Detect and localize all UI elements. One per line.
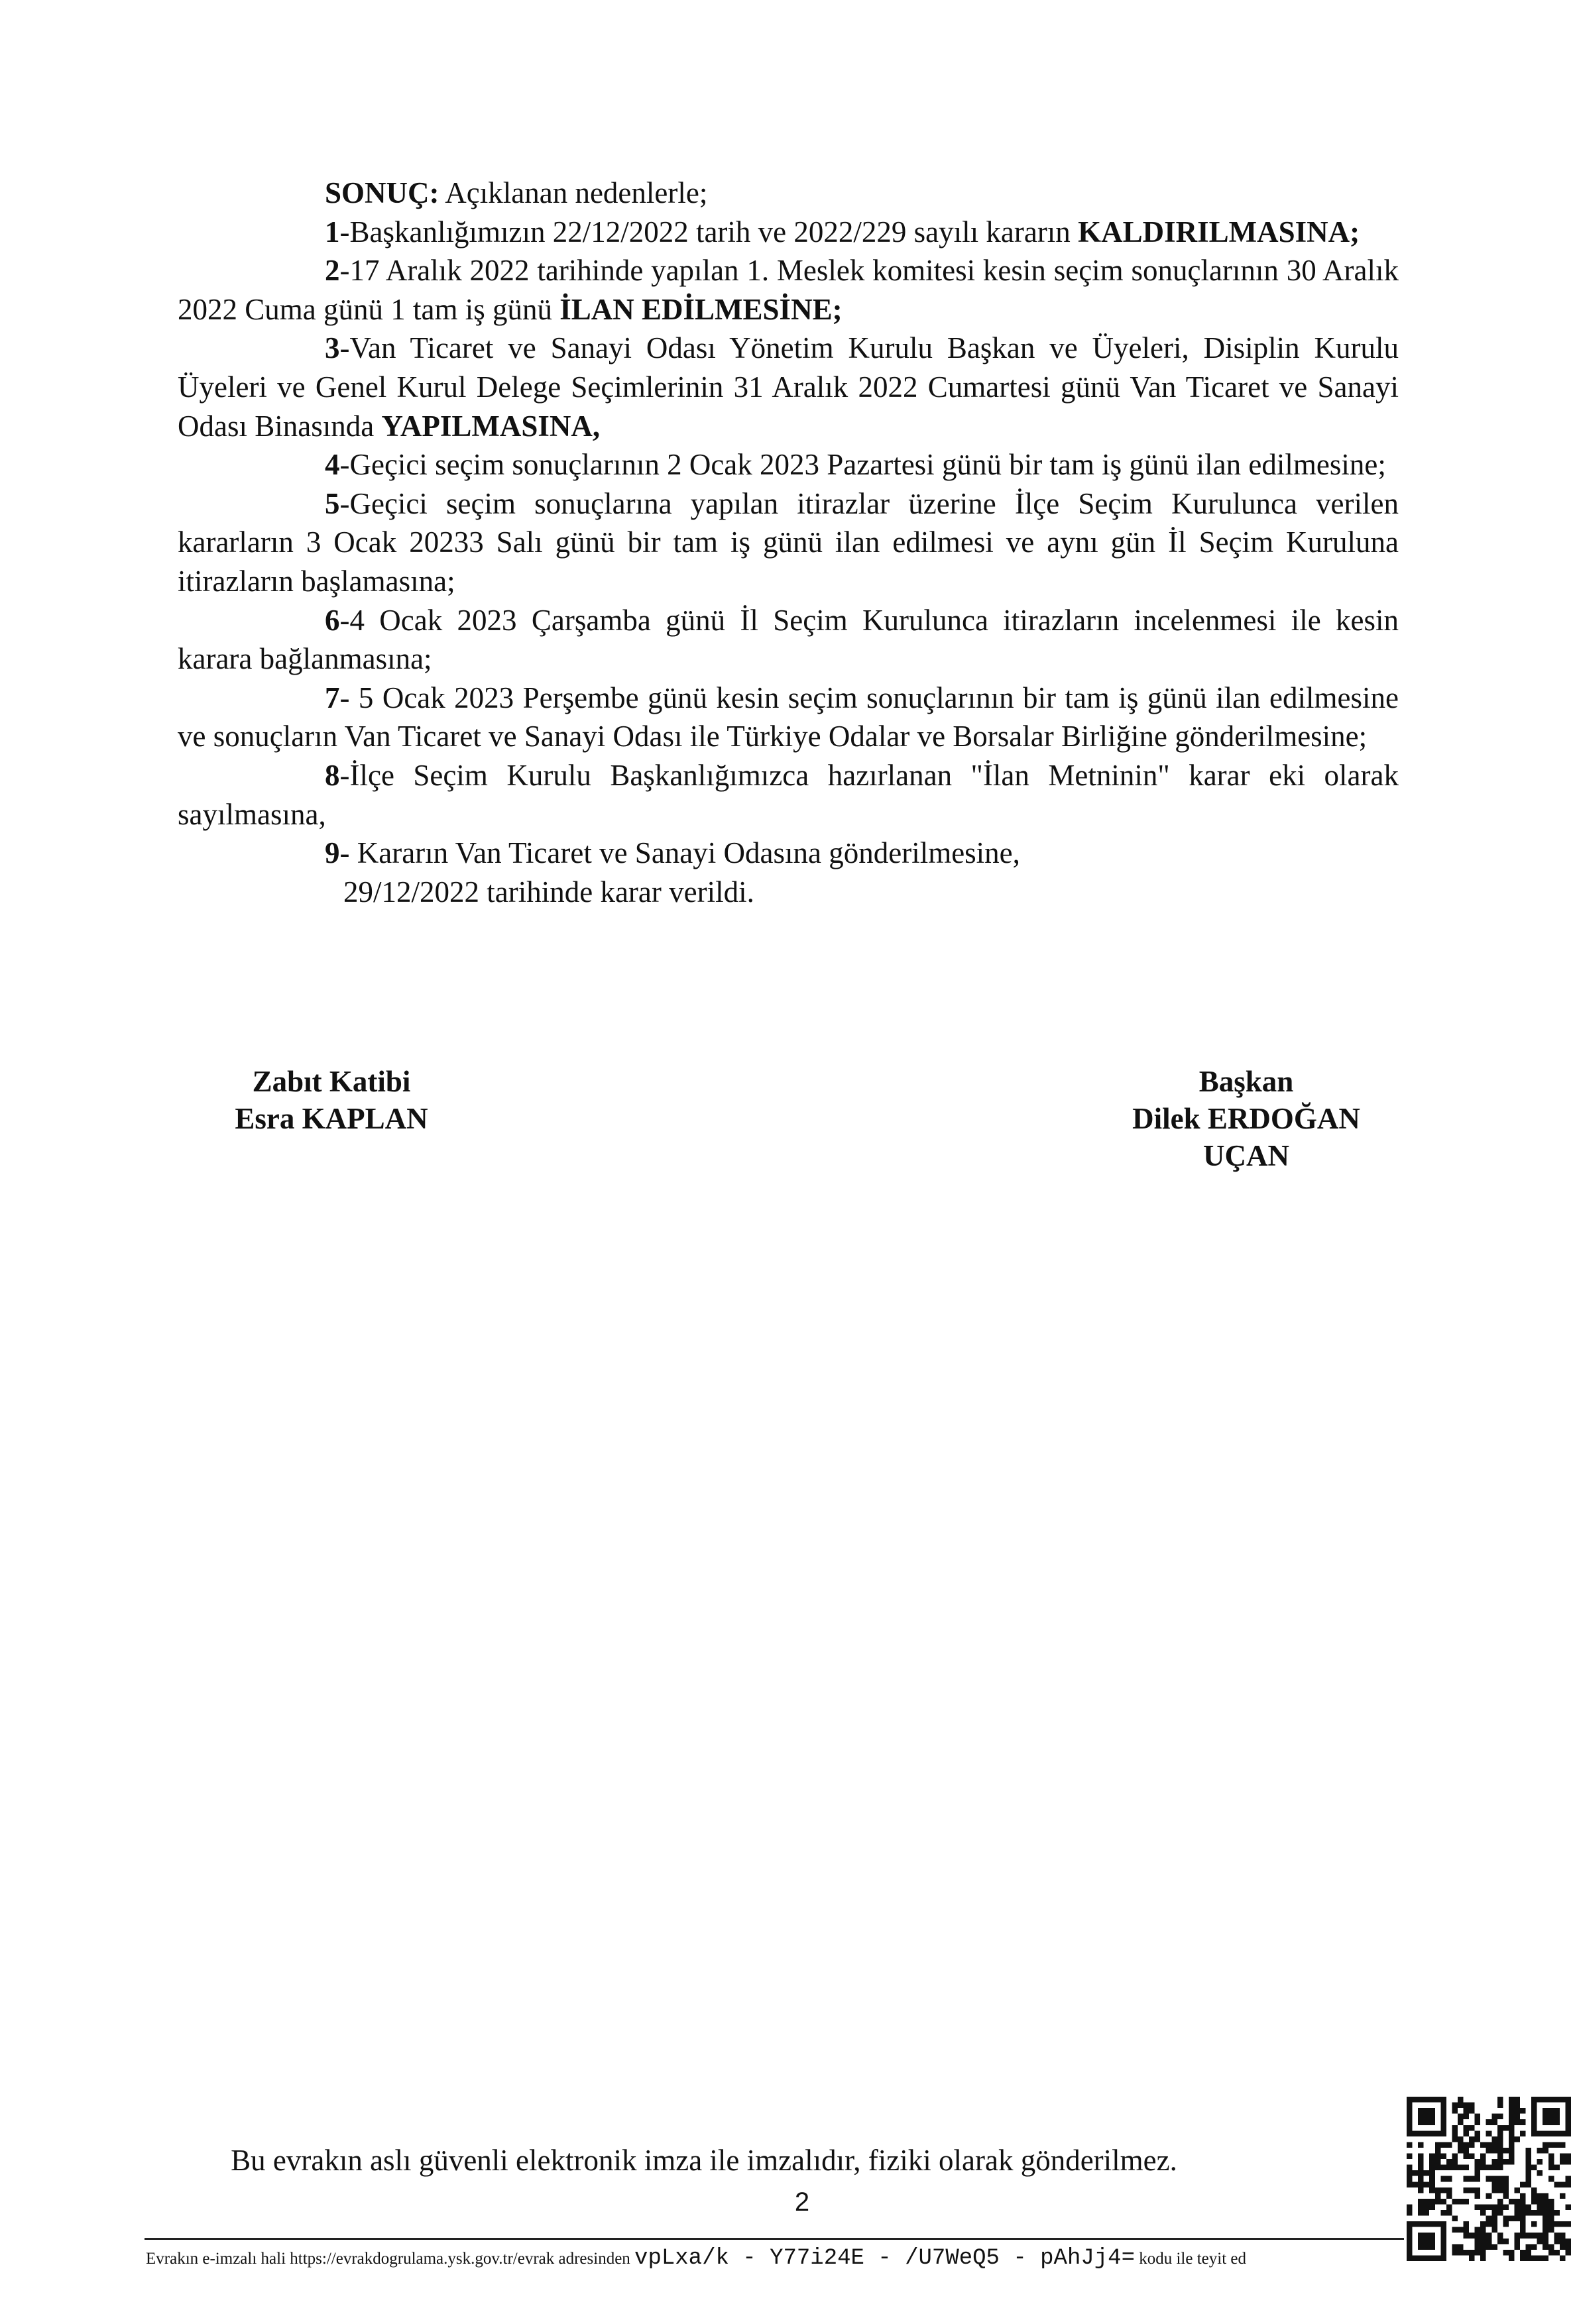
closing-line: 29/12/2022 tarihinde karar verildi. bbox=[343, 875, 754, 909]
chair-name-line1: Dilek ERDOĞAN bbox=[1132, 1102, 1360, 1135]
decision-paragraph bbox=[178, 484, 1399, 601]
bold-segment: 9 bbox=[325, 836, 340, 870]
scan-artifact bbox=[9, 60, 16, 69]
text-segment: Açıklanan nedenlerle; bbox=[439, 176, 708, 209]
decision-paragraph bbox=[178, 756, 1399, 834]
decision-paragraph bbox=[178, 251, 1399, 329]
bold-segment: 8 bbox=[325, 758, 340, 792]
text-segment: -Geçici seçim sonuçlarının 2 Ocak 2023 Pazartesi günü bir tam iş günü ilan edilmesine; bbox=[339, 448, 1386, 482]
verification-line bbox=[146, 2245, 1405, 2272]
bold-segment: İLAN EDİLMESİNE; bbox=[559, 292, 843, 326]
bold-segment: 7 bbox=[325, 681, 340, 714]
bold-segment: 5 bbox=[325, 486, 340, 520]
bold-segment: SONUÇ: bbox=[325, 176, 439, 209]
bold-segment: 3 bbox=[325, 331, 340, 365]
decision-paragraph bbox=[178, 213, 1399, 252]
footer-divider bbox=[145, 2238, 1404, 2240]
text-segment: -Başkanlığımızın 22/12/2022 tarih ve 2022/229 sayılı kararın bbox=[339, 215, 1079, 249]
verification-suffix: kodu ile teyit ed bbox=[1134, 2250, 1247, 2268]
text-segment: -Geçici seçim sonuçlarına yapılan itirazlar üzerine İlçe Seçim Kurulunca verilen kararların 3 Ocak 20233 Salı günü bir tam iş günü ilan edilmesi ve aynı gün İl Seçim Kuruluna itirazların başlamasına; bbox=[178, 486, 1399, 598]
decision-paragraph bbox=[178, 329, 1399, 445]
text-segment: -Van Ticaret ve Sanayi Odası Yönetim Kurulu Başkan ve Üyeleri, Disiplin Kurulu Üyeleri ve Genel Kurul Delege Seçimlerinin 31 Aralık 2022 Cumartesi günü Van Ticaret ve Sanayi Odası Binasında bbox=[178, 331, 1399, 443]
bold-segment: YAPILMASINA, bbox=[381, 409, 601, 443]
clerk-name: Esra KAPLAN bbox=[235, 1102, 428, 1135]
text-segment: -17 Aralık 2022 tarihinde yapılan 1. Meslek komitesi kesin seçim sonuçlarının 30 Aralık 2022 Cuma günü 1 tam iş günü bbox=[178, 254, 1399, 326]
bold-segment: 6 bbox=[325, 603, 340, 637]
bold-segment: 4 bbox=[325, 448, 340, 482]
decision-paragraph bbox=[178, 679, 1399, 756]
page-number: 2 bbox=[794, 2187, 810, 2217]
bold-segment: KALDIRILMASINA; bbox=[1078, 215, 1360, 249]
chair-name-line2: UÇAN bbox=[1203, 1139, 1289, 1172]
signature-chair bbox=[1087, 1063, 1405, 1174]
signature-clerk bbox=[199, 1063, 464, 1137]
text-segment: - 5 Ocak 2023 Perşembe günü kesin seçim sonuçlarının bir tam iş günü ilan edilmesine ve sonuçların Van Ticaret ve Sanayi Odası ile Türkiye Odalar ve Borsalar Birliğine gönderilmesine; bbox=[178, 681, 1399, 753]
verification-code: vpLxa/k - Y77i24E - /U7WeQ5 - pAhJj4= bbox=[634, 2246, 1135, 2271]
bold-segment: 1 bbox=[325, 215, 340, 249]
decision-paragraph bbox=[178, 445, 1399, 484]
decision-body bbox=[178, 174, 1399, 911]
decision-paragraph bbox=[178, 601, 1399, 679]
text-segment: -4 Ocak 2023 Çarşamba günü İl Seçim Kurulunca itirazların incelenmesi ile kesin karara bağlanmasına; bbox=[178, 603, 1399, 676]
text-segment: - Kararın Van Ticaret ve Sanayi Odasına gönderilmesine, bbox=[339, 836, 1020, 870]
verification-prefix: Evrakın e-imzalı hali https://evrakdogrulama.ysk.gov.tr/evrak adresinden bbox=[146, 2250, 635, 2268]
bold-segment: 2 bbox=[325, 254, 340, 288]
decision-paragraph bbox=[178, 174, 1399, 213]
decision-paragraph bbox=[178, 834, 1399, 873]
qr-code-icon[interactable] bbox=[1407, 2097, 1571, 2261]
clerk-title: Zabıt Katibi bbox=[252, 1065, 411, 1098]
text-segment: -İlçe Seçim Kurulu Başkanlığımızca hazırlanan "İlan Metninin" karar eki olarak sayılmasına, bbox=[178, 758, 1399, 831]
decision-paragraphs bbox=[178, 174, 1399, 873]
chair-title: Başkan bbox=[1198, 1065, 1294, 1098]
e-signature-note: Bu evrakın aslı güvenli elektronik imza ile imzalıdır, fiziki olarak gönderilmez. bbox=[231, 2144, 1177, 2177]
